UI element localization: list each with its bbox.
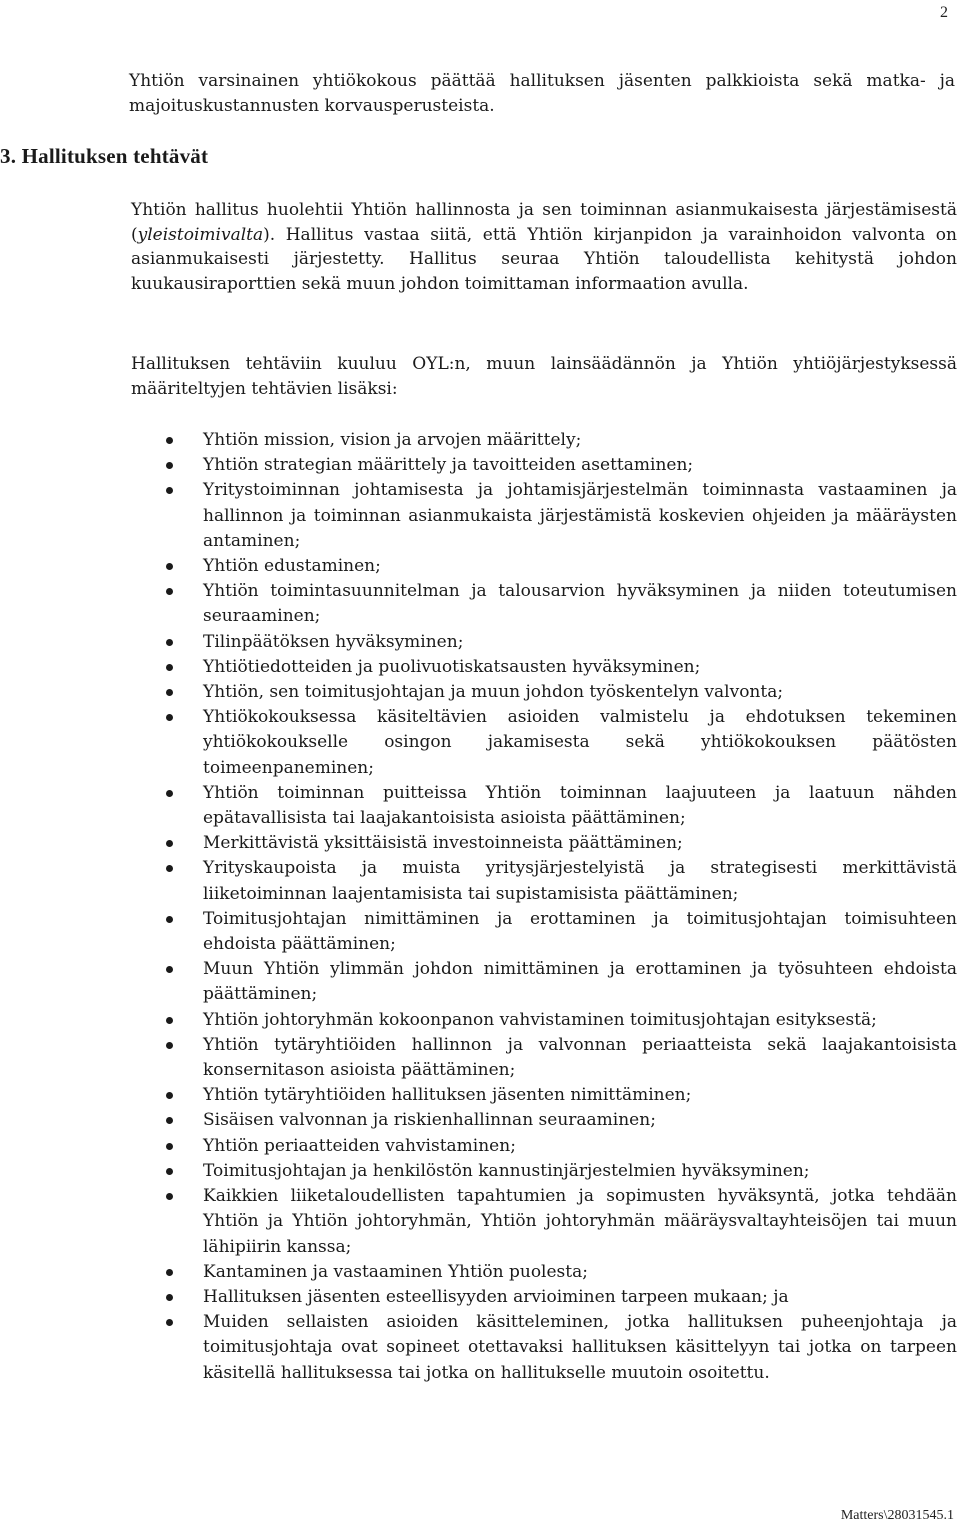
- list-item: Yhtiön strategian määrittely ja tavoitteiden asettaminen;: [203, 453, 957, 478]
- list-item: Yhtiön toimintasuunnitelman ja talousarvion hyväksyminen ja niiden toteutumisen seuraaminen;: [203, 579, 957, 629]
- list-item: Muun Yhtiön ylimmän johdon nimittäminen ja erottaminen ja työsuhteen ehdoista päättäminen;: [203, 957, 957, 1007]
- intro-paragraph: Yhtiön varsinainen yhtiökokous päättää hallituksen jäsenten palkkioista sekä matka- ja majoituskustannusten korvausperusteista.: [129, 71, 955, 116]
- list-item: Kaikkien liiketaloudellisten tapahtumien ja sopimusten hyväksyntä, jotka tehdään Yhtiön ja Yhtiön johtoryhmän, Yhtiön johtoryhmän määräysvaltayhteisöjen tai muun lähipiirin kanssa;: [203, 1184, 957, 1260]
- list-item: Yhtiön mission, vision ja arvojen määrittely;: [203, 428, 957, 453]
- document-reference: Matters\28031545.1: [840, 1508, 954, 1523]
- para1-text-end: ). Hallitus vastaa siitä, että Yhtiön kirjanpidon ja varainhoidon valvonta on asianmukaisesti järjestetty. Hallitus seuraa Yhtiön taloudellista kehitystä johdon kuukausiraporttien sekä muun johdon toimittaman informaation avulla.: [131, 224, 957, 294]
- list-item: Muiden sellaisten asioiden käsitteleminen, jotka hallituksen puheenjohtaja ja toimitusjohtaja ovat sopineet otettavaksi hallituksen käsittelyyn tai jotka on tarpeen käsitellä hallituksessa tai jotka on hallitukselle muutoin osoitettu.: [203, 1310, 957, 1386]
- list-item: Yhtiön periaatteiden vahvistaminen;: [203, 1134, 957, 1159]
- para1-text-start: Yhtiön hallitus huolehtii Yhtiön hallinnosta ja sen toiminnan asianmukaisesta järjestämisestä (: [131, 200, 957, 245]
- list-item: Yhtiön tytäryhtiöiden hallituksen jäsenten nimittäminen;: [203, 1083, 957, 1108]
- list-item: Yhtiötiedotteiden ja puolivuotiskatsausten hyväksyminen;: [203, 655, 957, 680]
- list-item: Yhtiön johtoryhmän kokoonpanon vahvistaminen toimitusjohtajan esityksestä;: [203, 1008, 957, 1033]
- list-item: Hallituksen jäsenten esteellisyyden arvioiminen tarpeen mukaan; ja: [203, 1285, 957, 1310]
- list-item: Yhtiökokouksessa käsiteltävien asioiden valmistelu ja ehdotuksen tekeminen yhtiökokoukselle osingon jakamisesta sekä yhtiökokouksen päätösten toimeenpaneminen;: [203, 705, 957, 781]
- page-number: 2: [940, 4, 948, 21]
- list-item: Yhtiön tytäryhtiöiden hallinnon ja valvonnan periaatteista sekä laajakantoisista konsernitason asioista päättäminen;: [203, 1033, 957, 1083]
- list-item: Toimitusjohtajan nimittäminen ja erottaminen ja toimitusjohtajan toimisuhteen ehdoista päättäminen;: [203, 907, 957, 957]
- duties-intro-paragraph: [131, 198, 957, 296]
- duties-list-lead: Hallituksen tehtäviin kuuluu OYL:n, muun lainsäädännön ja Yhtiön yhtiöjärjestyksessä määriteltyjen tehtävien lisäksi:: [131, 354, 957, 399]
- list-item: Tilinpäätöksen hyväksyminen;: [203, 630, 957, 655]
- list-item: Sisäisen valvonnan ja riskienhallinnan seuraaminen;: [203, 1108, 957, 1133]
- list-item: Yhtiön toiminnan puitteissa Yhtiön toiminnan laajuuteen ja laatuun nähden epätavallisista tai laajakantoisista asioista päättäminen;: [203, 781, 957, 831]
- list-item: Kantaminen ja vastaaminen Yhtiön puolesta;: [203, 1260, 957, 1285]
- list-item: Toimitusjohtajan ja henkilöstön kannustinjärjestelmien hyväksyminen;: [203, 1159, 957, 1184]
- list-item: Yritystoiminnan johtamisesta ja johtamisjärjestelmän toiminnasta vastaaminen ja hallinnon ja toiminnan asianmukaista järjestämistä koskevien ohjeiden ja määräysten antaminen;: [203, 478, 957, 554]
- list-item: Yhtiön, sen toimitusjohtajan ja muun johdon työskentelyn valvonta;: [203, 680, 957, 705]
- list-item: Merkittävistä yksittäisistä investoinneista päättäminen;: [203, 831, 957, 856]
- list-item: Yhtiön edustaminen;: [203, 554, 957, 579]
- duties-list: [203, 428, 957, 1386]
- list-item: Yrityskaupoista ja muista yritysjärjestelyistä ja strategisesti merkittävistä liiketoiminnan laajentamisista tai supistamisista päättäminen;: [203, 856, 957, 906]
- section-heading: 3. Hallituksen tehtävät: [0, 144, 209, 168]
- para1-emphasis: yleistoimivalta: [137, 224, 264, 245]
